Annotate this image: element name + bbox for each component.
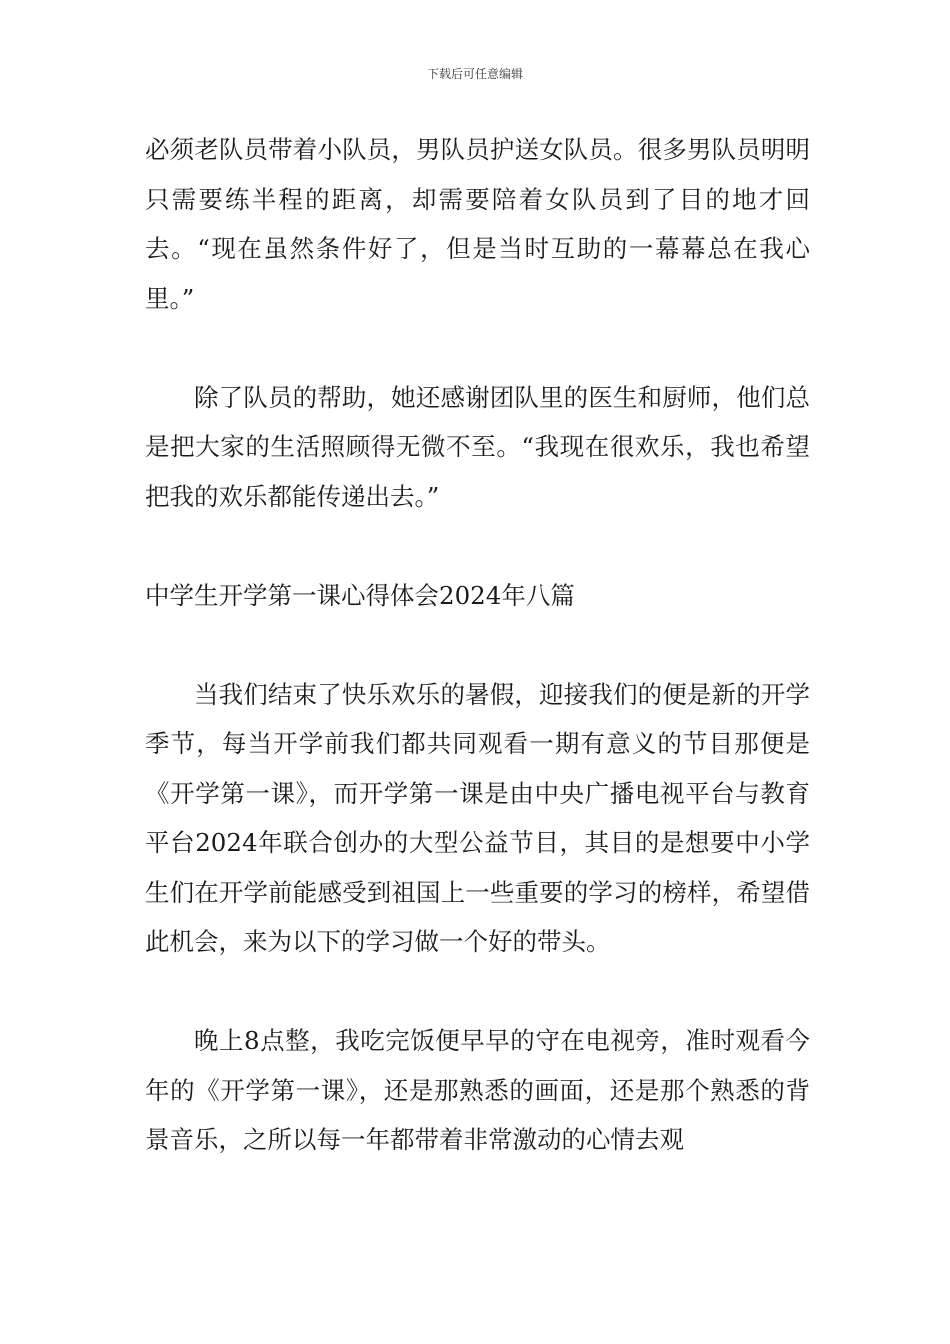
paragraph-4: 晚上8点整，我吃完饭便早早的守在电视旁，准时观看今年的《开学第一课》，还是那熟悉的画面，还是那个熟悉的背景音乐，之所以每一年都带着非常激动的心情去观 — [145, 1026, 810, 1154]
paragraph-gap — [145, 967, 810, 1017]
paragraph-1: 必须老队员带着小队员，男队员护送女队员。很多男队员明明只需要练半程的距离，却需要陪着女队员到了目的地才回去。“现在虽然条件好了，但是当时互助的一幕幕总在我心里。” — [145, 135, 810, 313]
section-heading: 中学生开学第一课心得体会2024年八篇 — [145, 580, 575, 610]
paragraph-gap — [145, 323, 810, 373]
page-header-note: 下载后可任意编辑 — [426, 67, 523, 81]
paragraph-gap — [145, 521, 810, 571]
paragraph-gap — [145, 620, 810, 670]
paragraph-2: 除了队员的帮助，她还感谢团队里的医生和厨师，他们总是把大家的生活照顾得无微不至。“我现在很欢乐，我也希望把我的欢乐都能传递出去。” — [145, 382, 810, 511]
paragraph-3: 当我们结束了快乐欢乐的暑假，迎接我们的便是新的开学季节，每当开学前我们都共同观看一期有意义的节目那便是《开学第一课》，而开学第一课是由中央广播电视平台与教育平台2024年联合创办的大型公益节目，其目的是想要中小学生们在开学前能感受到祖国上一些重要的学习的榜样，希望借此机会，来为以下的学习做一个好的带头。 — [145, 679, 810, 956]
document-body — [145, 125, 810, 1165]
